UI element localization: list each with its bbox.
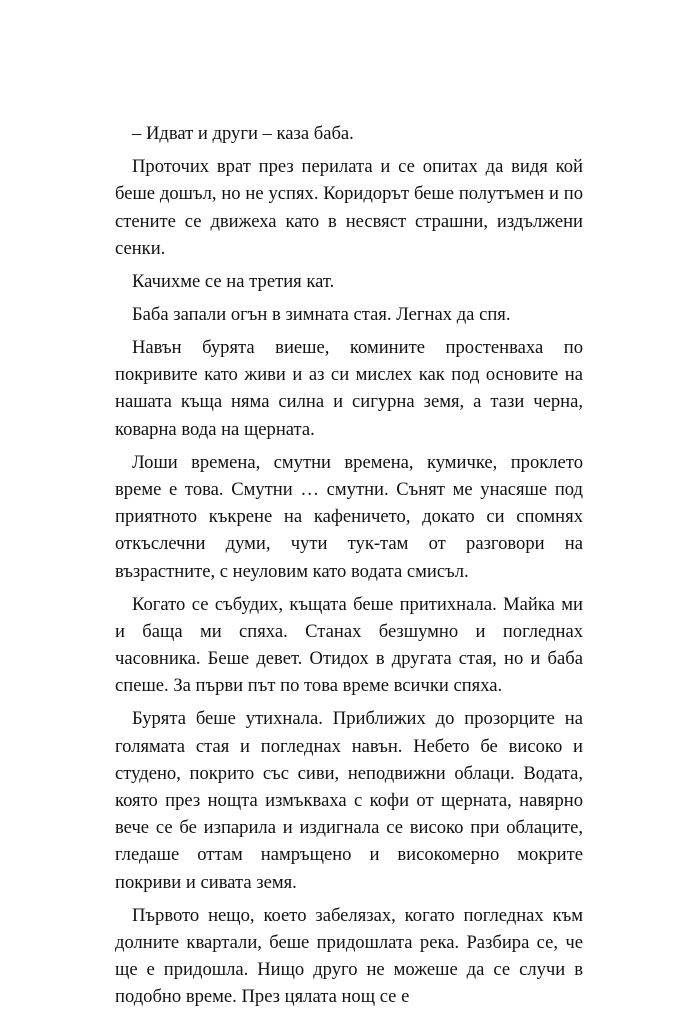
- body-text: [115, 120, 583, 1010]
- paragraph-5: Навън бурята виеше, комините простенваха по покривите като живи и аз си мислех как под основите на нашата къща няма силна и сигурна земя, а тази черна, коварна вода на щерната.: [115, 336, 583, 440]
- paragraph-1: – Идват и други – каза баба.: [132, 123, 354, 144]
- paragraph-8: Бурята беше утихнала. Приближих до прозорците на голямата стая и погледнах навън. Небето бе високо и студено, покрито със сиви, неподвижни облаци. Водата, която през нощта измъкваха с кофи от щерната, навярно вече се бе изпарила и издигнала се високо при облаците, гледаше оттам намръщено и високомерно мокрите покриви и сивата земя.: [115, 708, 583, 893]
- paragraph-2: Проточих врат през перилата и се опитах да видя кой беше дошъл, но не успях. Коридорът беше полутъмен и по стените се движеха като в несвяст страшни, издължени сенки.: [115, 156, 583, 259]
- paragraph-6: Лоши времена, смутни времена, кумичке, проклето време е това. Смутни … смутни. Сънят ме унасяше под приятното къкрене на кафеничето, докато си спомнях откъслечни думи, чути тук-там от разговори на възрастните, с неуловим като водата смисъл.: [115, 451, 583, 582]
- paragraph-4: Баба запали огън в зимната стая. Легнах да спя.: [132, 303, 511, 325]
- paragraph-9: Първото нещо, което забелязах, когато погледнах към долните квартали, беше придошлата река. Разбира се, че ще е придошла. Нищо друго не можеше да се случи в подобно време. През цялата нощ се е: [115, 904, 583, 1008]
- paragraph-7: Когато се събудих, къщата беше притихнала. Майка ми и баща ми спяха. Станах безшумно и погледнах часовника. Беше девет. Отидох в другата стая, но и баба спеше. За първи път по това време всички спяха.: [115, 593, 583, 697]
- paragraph-3: Качихме се на третия кат.: [132, 270, 335, 292]
